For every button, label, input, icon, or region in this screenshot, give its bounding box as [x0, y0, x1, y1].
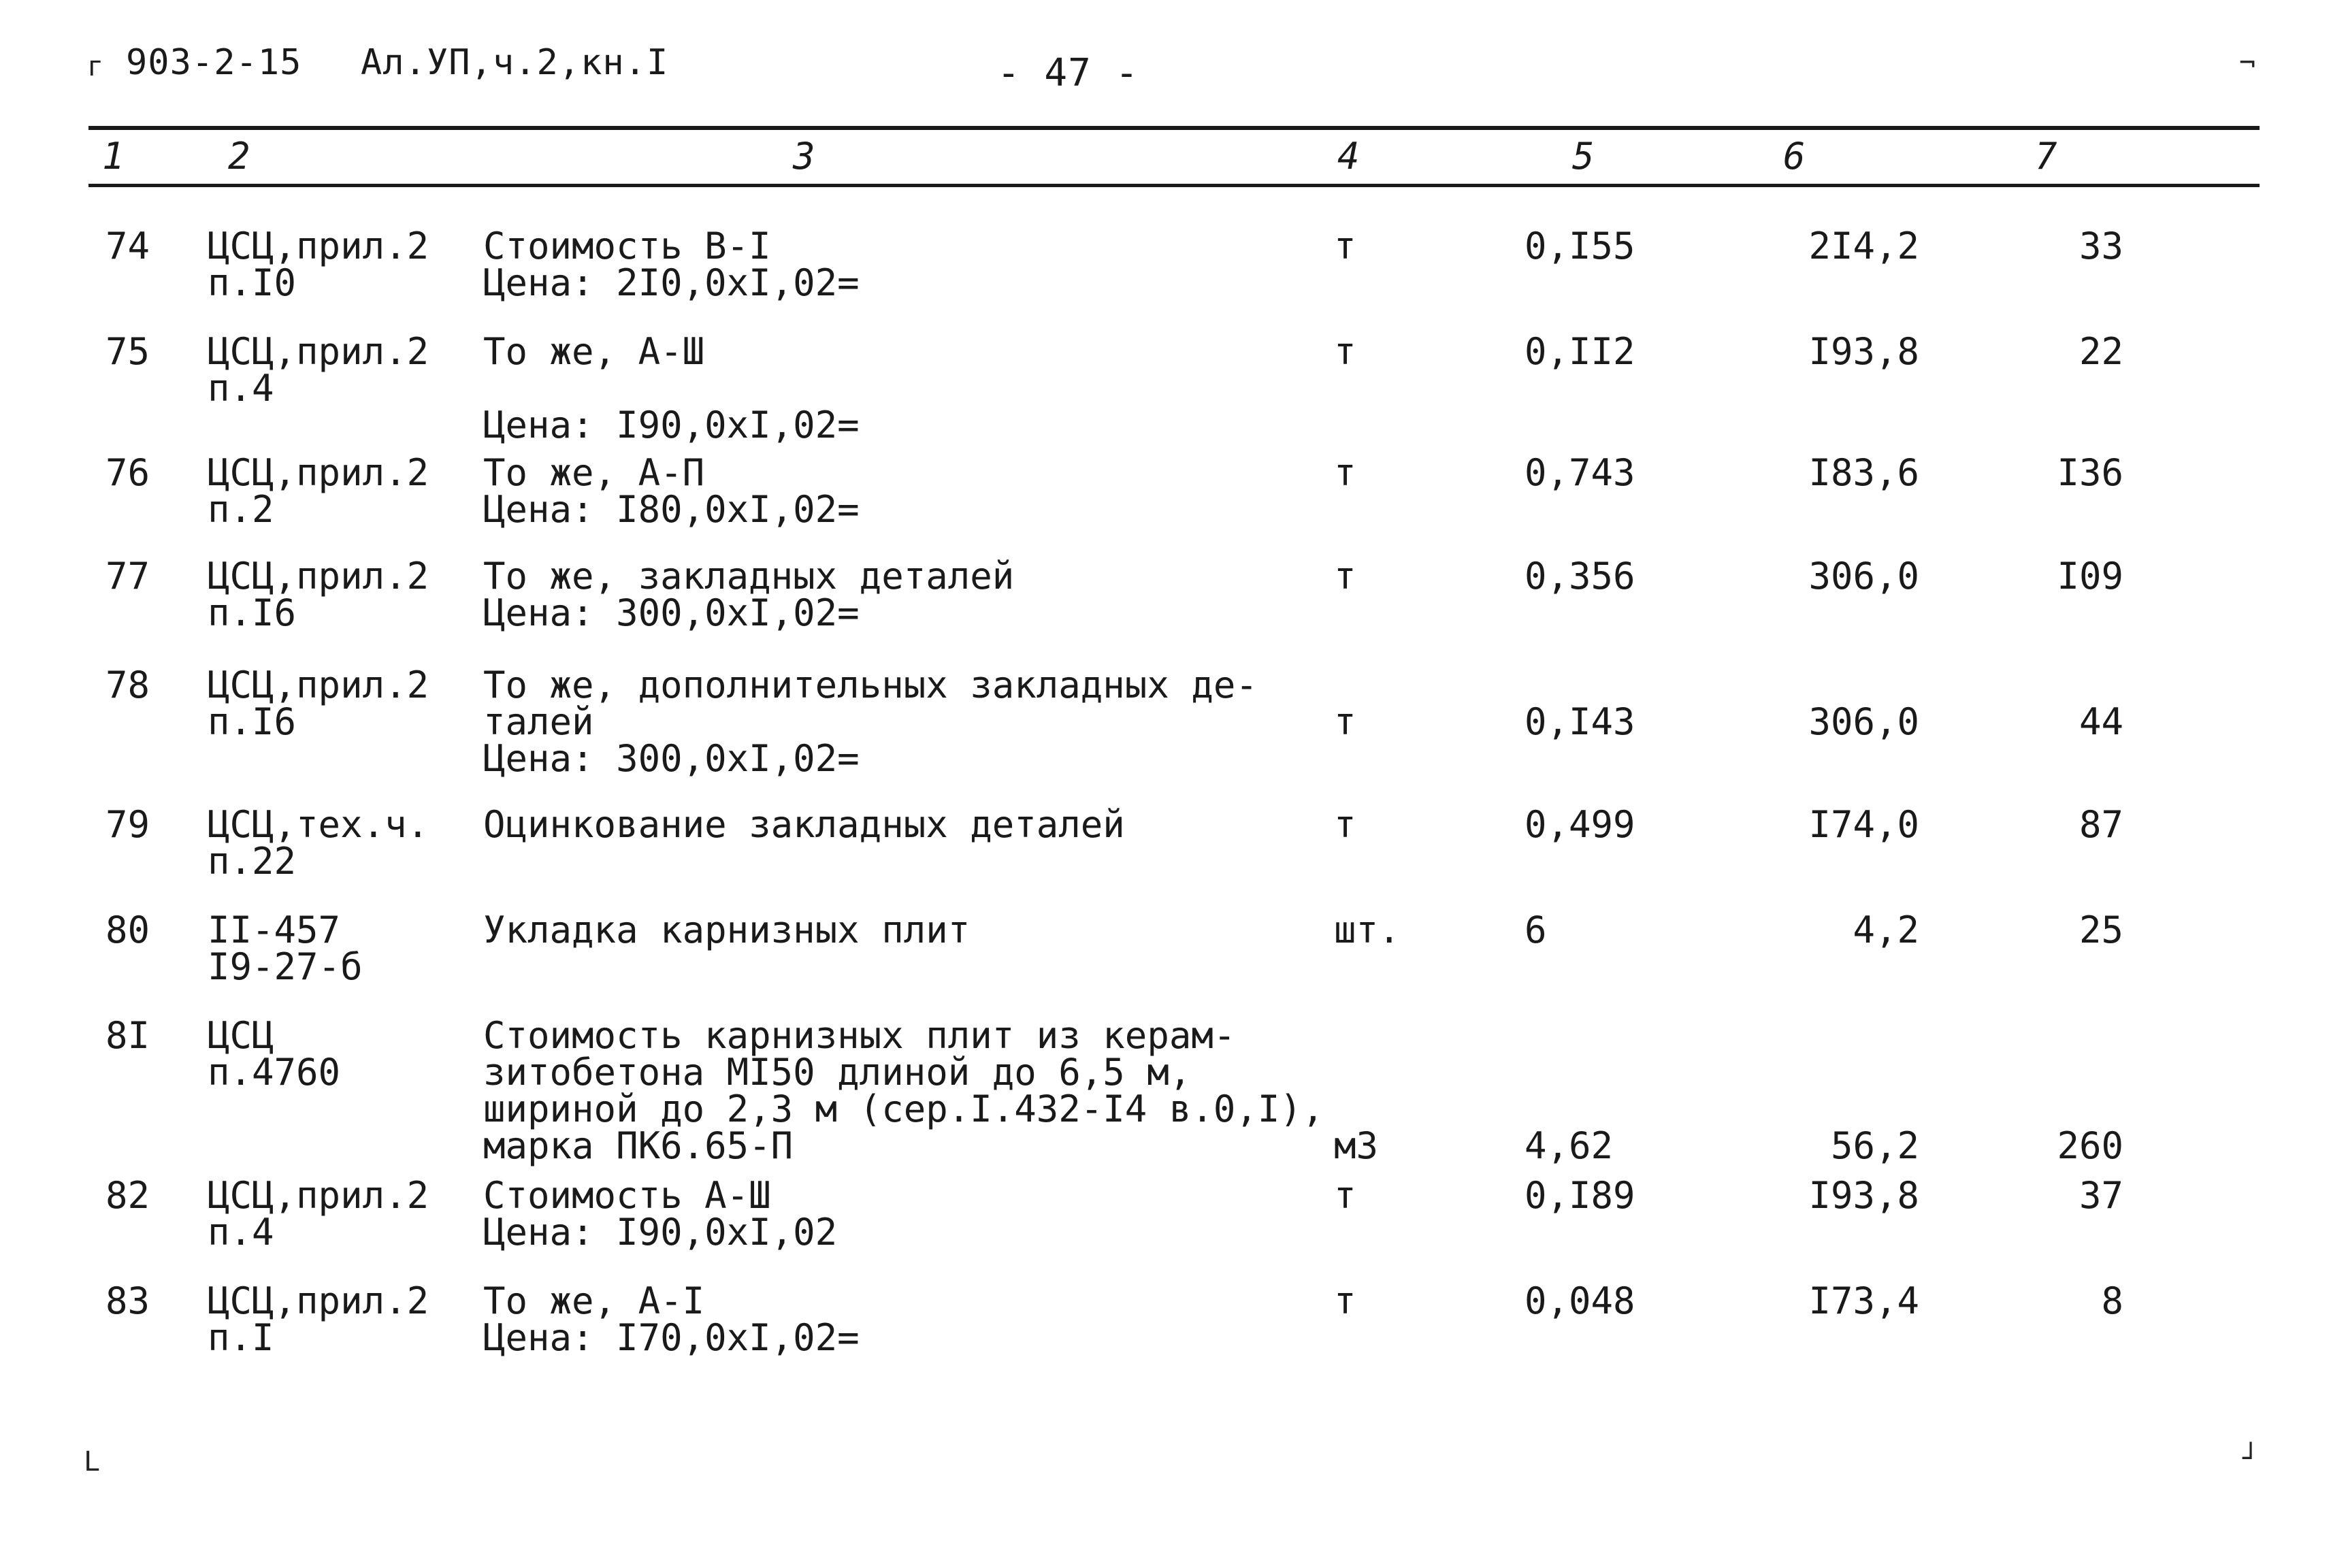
row-8-description: Стоимость карнизных плит из керам- зитобетона МI50 длиной до 6,5 м, шириной до 2,3 м (сер.I.432-I4 в.0,I), марка ПК6.65-П: [483, 1014, 1324, 1167]
corner-mark-bottom-right: ┘: [2243, 1443, 2260, 1474]
row-4-reference: ЦСЦ,прил.2 п.I6: [208, 555, 429, 634]
row-4-quantity: 0,356: [1525, 555, 1635, 598]
row-3-quantity: 0,743: [1525, 451, 1635, 494]
row-3-description: То же, А-П Цена: I80,0хI,02=: [483, 451, 860, 531]
row-10-unit: т: [1334, 1279, 1356, 1322]
row-8-row-number: 8I: [105, 1014, 150, 1057]
row-2-quantity: 0,II2: [1525, 330, 1635, 373]
table-top-rule: [88, 126, 2260, 130]
row-8-cost: 260: [2057, 1124, 2123, 1167]
row-6-unit: т: [1334, 803, 1356, 846]
row-3-reference: ЦСЦ,прил.2 п.2: [208, 451, 429, 531]
row-5-reference: ЦСЦ,прил.2 п.I6: [208, 664, 429, 743]
row-4-unit-price: 306,0: [1808, 555, 1919, 598]
row-10-unit-price: I73,4: [1808, 1279, 1919, 1322]
document-code: 903-2-15: [126, 42, 302, 83]
row-7-quantity: 6: [1525, 909, 1547, 951]
row-2-cost: 22: [2079, 330, 2123, 373]
row-3-cost: I36: [2057, 451, 2123, 494]
row-5-unit: т: [1334, 700, 1356, 743]
row-6-cost: 87: [2079, 803, 2123, 846]
row-6-reference: ЦСЦ,тех.ч. п.22: [208, 803, 429, 883]
row-7-row-number: 80: [105, 909, 150, 951]
row-10-row-number: 83: [105, 1279, 150, 1322]
row-2-description: То же, А-Ш Цена: I90,0хI,02=: [483, 330, 860, 446]
row-3-unit: т: [1334, 451, 1356, 494]
row-7-unit-price: 4,2: [1853, 909, 1919, 951]
row-7-reference: II-457 I9-27-б: [208, 909, 363, 988]
row-3-unit-price: I83,6: [1808, 451, 1919, 494]
table-header-rule: [88, 184, 2260, 187]
row-3-row-number: 76: [105, 451, 150, 494]
column-number-5: 5: [1572, 135, 1595, 178]
row-1-quantity: 0,I55: [1525, 225, 1635, 267]
row-5-row-number: 78: [105, 664, 150, 706]
row-1-unit-price: 2I4,2: [1808, 225, 1919, 267]
page-number: - 47 -: [997, 51, 1139, 95]
column-number-2: 2: [228, 135, 250, 178]
row-5-cost: 44: [2079, 700, 2123, 743]
corner-mark-bottom-left: L: [84, 1446, 101, 1477]
column-number-7: 7: [2035, 135, 2057, 178]
row-2-reference: ЦСЦ,прил.2 п.4: [208, 330, 429, 410]
row-10-cost: 8: [2101, 1279, 2123, 1322]
row-10-reference: ЦСЦ,прил.2 п.I: [208, 1279, 429, 1359]
row-1-reference: ЦСЦ,прил.2 п.I0: [208, 225, 429, 304]
row-9-reference: ЦСЦ,прил.2 п.4: [208, 1174, 429, 1254]
row-8-reference: ЦСЦ п.4760: [208, 1014, 341, 1094]
row-6-quantity: 0,499: [1525, 803, 1635, 846]
row-7-cost: 25: [2079, 909, 2123, 951]
column-number-4: 4: [1337, 135, 1360, 178]
row-4-cost: I09: [2057, 555, 2123, 598]
row-6-row-number: 79: [105, 803, 150, 846]
column-number-1: 1: [102, 135, 125, 178]
row-4-unit: т: [1334, 555, 1356, 598]
corner-mark-top-left: г: [87, 51, 104, 82]
row-1-unit: т: [1334, 225, 1356, 267]
row-1-row-number: 74: [105, 225, 150, 267]
column-number-6: 6: [1783, 135, 1806, 178]
document-reference: Ал.УП,ч.2,кн.I: [361, 42, 669, 83]
row-9-unit-price: I93,8: [1808, 1174, 1919, 1217]
row-9-row-number: 82: [105, 1174, 150, 1217]
column-number-3: 3: [793, 135, 815, 178]
row-9-description: Стоимость А-Ш Цена: I90,0хI,02: [483, 1174, 838, 1254]
row-8-unit-price: 56,2: [1830, 1124, 1919, 1167]
row-5-description: То же, дополнительных закладных де- талей Цена: 300,0хI,02=: [483, 664, 1258, 780]
row-9-unit: т: [1334, 1174, 1356, 1217]
row-2-unit: т: [1334, 330, 1356, 373]
row-2-row-number: 75: [105, 330, 150, 373]
row-4-row-number: 77: [105, 555, 150, 598]
row-9-quantity: 0,I89: [1525, 1174, 1635, 1217]
row-7-unit: шт.: [1334, 909, 1401, 951]
row-7-description: Укладка карнизных плит: [483, 909, 971, 951]
row-9-cost: 37: [2079, 1174, 2123, 1217]
row-10-quantity: 0,048: [1525, 1279, 1635, 1322]
row-5-unit-price: 306,0: [1808, 700, 1919, 743]
row-8-quantity: 4,62: [1525, 1124, 1614, 1167]
row-10-description: То же, А-I Цена: I70,0хI,02=: [483, 1279, 860, 1359]
row-1-cost: 33: [2079, 225, 2123, 267]
row-6-description: Оцинкование закладных деталей: [483, 803, 1125, 846]
corner-mark-top-right: ¬: [2239, 48, 2256, 79]
row-1-description: Стоимость В-I Цена: 2I0,0хI,02=: [483, 225, 860, 304]
row-2-unit-price: I93,8: [1808, 330, 1919, 373]
row-6-unit-price: I74,0: [1808, 803, 1919, 846]
row-4-description: То же, закладных деталей Цена: 300,0хI,02=: [483, 555, 1015, 634]
row-5-quantity: 0,I43: [1525, 700, 1635, 743]
row-8-unit: м3: [1334, 1124, 1379, 1167]
